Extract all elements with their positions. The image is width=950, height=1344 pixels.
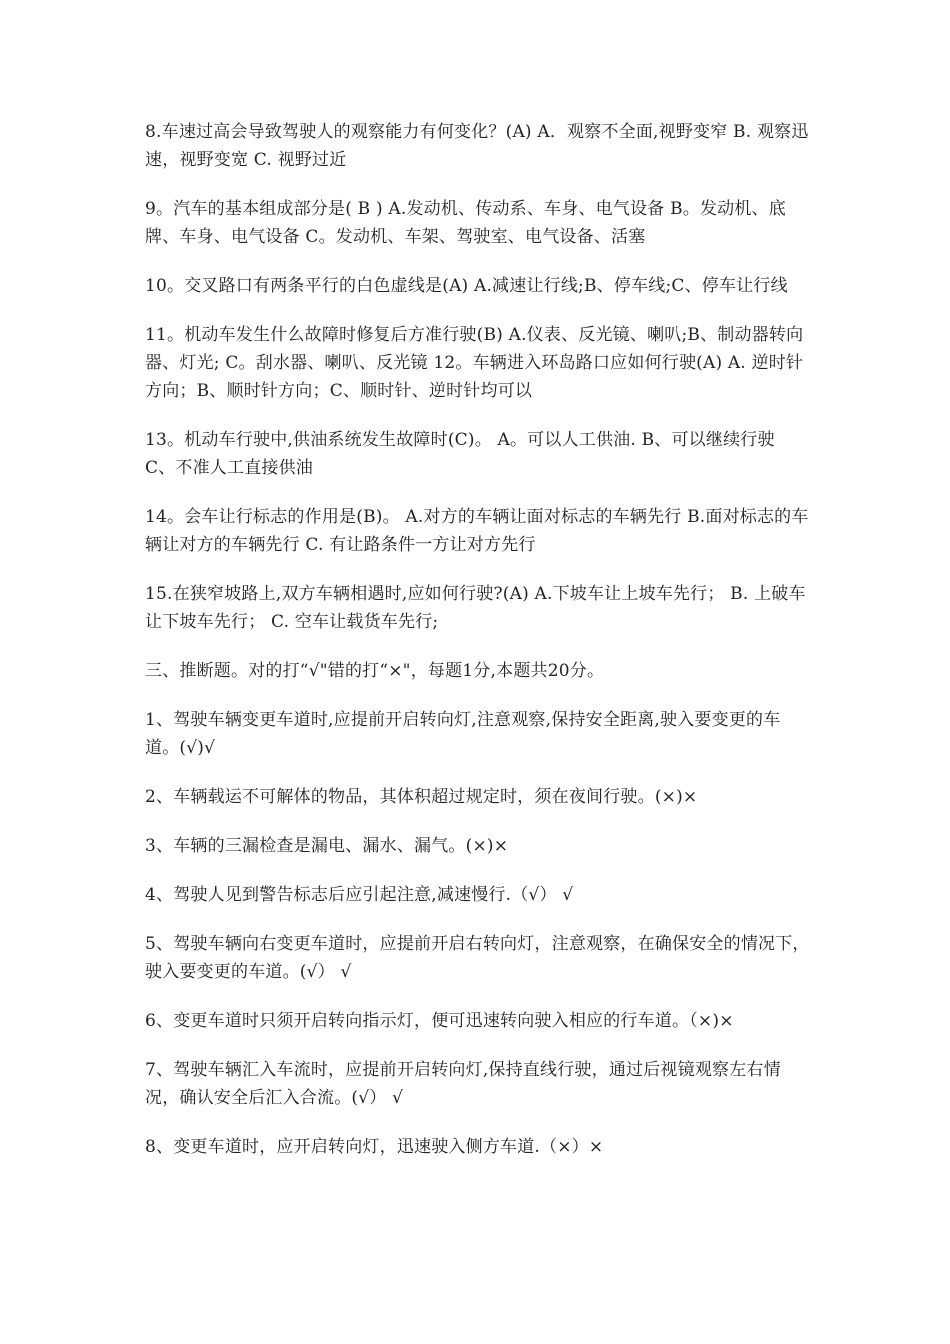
- question-9: 9。汽车的基本组成部分是( B ) A.发动机、传动系、车身、电气设备 B。发动机、底牌、车身、电气设备 C。发动机、车架、驾驶室、电气设备、活塞: [145, 199, 786, 247]
- question-10: 10。交叉路口有两条平行的白色虚线是(A) A.减速让行线;B、停车线;C、停车让行线: [145, 276, 788, 296]
- document-page: [145, 118, 810, 1182]
- question-14: 14。会车让行标志的作用是(B)。 A.对方的车辆让面对标志的车辆先行 B.面对标志的车辆让对方的车辆先行 C. 有让路条件一方让对方先行: [145, 507, 809, 555]
- question-8: 8.车速过高会导致驾驶人的观察能力有何变化？(A) A．观察不全面,视野变窄 B. 观察迅速，视野变宽 C. 视野过近: [145, 122, 809, 170]
- judgment-1: 1、驾驶车辆变更车道时,应提前开启转向灯,注意观察,保持安全距离,驶入要变更的车道。(√)√: [145, 710, 781, 758]
- judgment-7: 7、驾驶车辆汇入车流时，应提前开启转向灯,保持直线行驶，通过后视镜观察左右情况，确认安全后汇入合流。(√） √: [145, 1060, 781, 1108]
- section-heading: 三、推断题。对的打“√"错的打“×"，每题1分,本题共20分。: [145, 661, 605, 681]
- question-13: 13。机动车行驶中,供油系统发生故障时(C)。 A。可以人工供油. B、可以继续行驶 C、不准人工直接供油: [145, 430, 775, 478]
- judgment-6: 6、变更车道时只须开启转向指示灯，便可迅速转向驶入相应的行车道。（×)×: [145, 1011, 734, 1031]
- judgment-2: 2、车辆载运不可解体的物品，其体积超过规定时，须在夜间行驶。(×)×: [145, 787, 698, 807]
- judgment-4: 4、驾驶人见到警告标志后应引起注意,减速慢行.（√） √: [145, 885, 574, 905]
- judgment-3: 3、车辆的三漏检查是漏电、漏水、漏气。(×)×: [145, 836, 509, 856]
- judgment-8: 8、变更车道时，应开启转向灯，迅速驶入侧方车道.（×）×: [145, 1137, 604, 1157]
- question-15: 15.在狭窄坡路上,双方车辆相遇时,应如何行驶?(A) A.下坡车让上坡车先行； B. 上破车让下坡车先行； C. 空车让载货车先行;: [145, 584, 806, 632]
- question-11-12: 11。机动车发生什么故障时修复后方准行驶(B) A.仪表、反光镜、喇叭;B、制动器转向器、灯光; C。刮水器、喇叭、反光镜 12。车辆进入环岛路口应如何行驶(A) A. 逆时针方向；B、顺时针方向；C、顺时针、逆时针均可以: [145, 325, 804, 401]
- judgment-5: 5、驾驶车辆向右变更车道时，应提前开启右转向灯，注意观察，在确保安全的情况下，驶入要变更的车道。(√） √: [145, 934, 810, 982]
